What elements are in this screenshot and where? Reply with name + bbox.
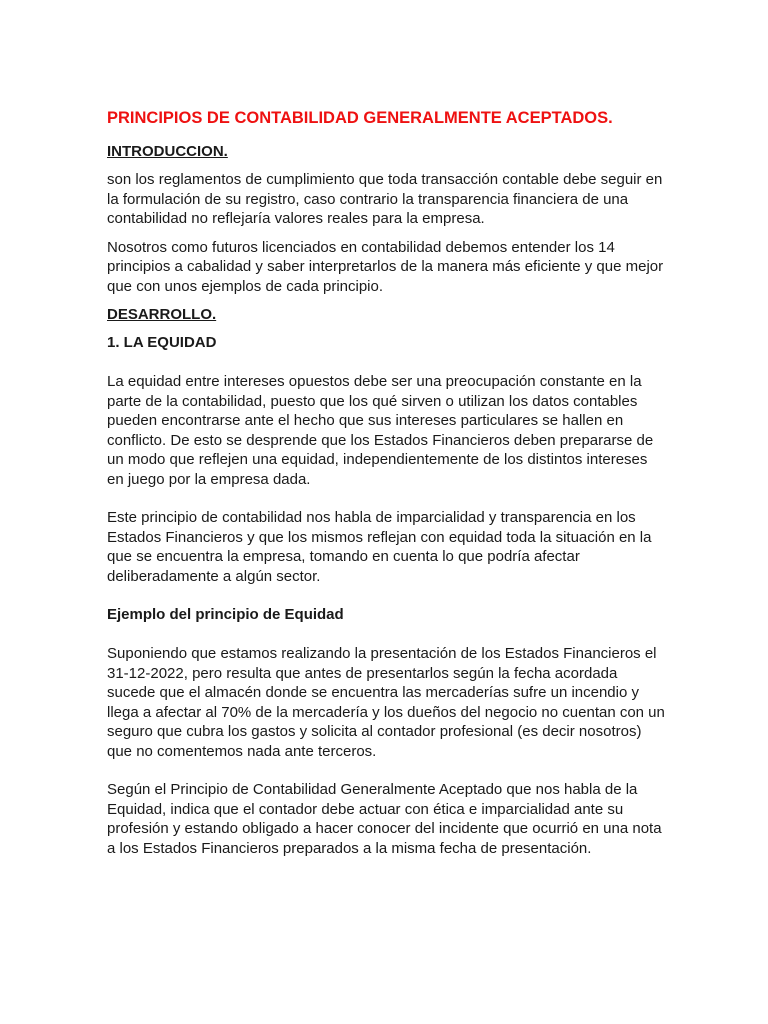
section-1-heading: 1. LA EQUIDAD — [107, 334, 217, 351]
development-heading: DESARROLLO. — [107, 306, 217, 323]
document-title: PRINCIPIOS DE CONTABILIDAD GENERALMENTE ACEPTADOS. — [107, 109, 613, 127]
document-page — [107, 108, 667, 858]
section-1-paragraph-2: Este principio de contabilidad nos habla de imparcialidad y transparencia en los Estados Financieros y que los mismos reflejan con equidad toda la situación en la que se encuentra la empresa, tomando en cuenta lo que podría afectar deliberadamente a algún sector. — [107, 509, 652, 585]
example-paragraph-2: Según el Principio de Contabilidad Generalmente Aceptado que nos habla de la Equidad, indica que el contador debe actuar con ética e imparcialidad ante su profesión y estando obligado a hacer conocer del incidente que ocurrió en una nota a los Estados Financieros preparados a la misma fecha de presentación. — [107, 781, 662, 857]
intro-paragraph-2: Nosotros como futuros licenciados en contabilidad debemos entender los 14 principios a cabalidad y saber interpretarlos de la manera más eficiente y que mejor que con unos ejemplos de cada principio. — [107, 238, 664, 295]
example-heading: Ejemplo del principio de Equidad — [107, 606, 344, 623]
intro-heading: INTRODUCCION. — [107, 143, 228, 160]
example-paragraph-1: Suponiendo que estamos realizando la presentación de los Estados Financieros el 31-12-2022, pero resulta que antes de presentarlos según la fecha acordada sucede que el almacén donde se encuentra las mercaderías sufre un incendio y llega a afectar al 70% de la mercadería y los dueños del negocio no cuentan con un seguro que cubra los gastos y solicita al contador profesional (es decir nosotros) que no comentemos nada ante terceros. — [107, 645, 665, 760]
section-1-paragraph-1: La equidad entre intereses opuestos debe ser una preocupación constante en la parte de la contabilidad, puesto que los qué sirven o utilizan los datos contables pueden encontrarse ante el hecho que sus intereses particulares se hallen en conflicto. De esto se desprende que los Estados Financieros deben prepararse de un modo que reflejen una equidad, independientemente de los distintos intereses en juego por la empresa dada. — [107, 373, 654, 488]
intro-paragraph-1: son los reglamentos de cumplimiento que toda transacción contable debe seguir en la formulación de su registro, caso contrario la transparencia financiera de una contabilidad no reflejaría valores reales para la empresa. — [107, 171, 663, 227]
